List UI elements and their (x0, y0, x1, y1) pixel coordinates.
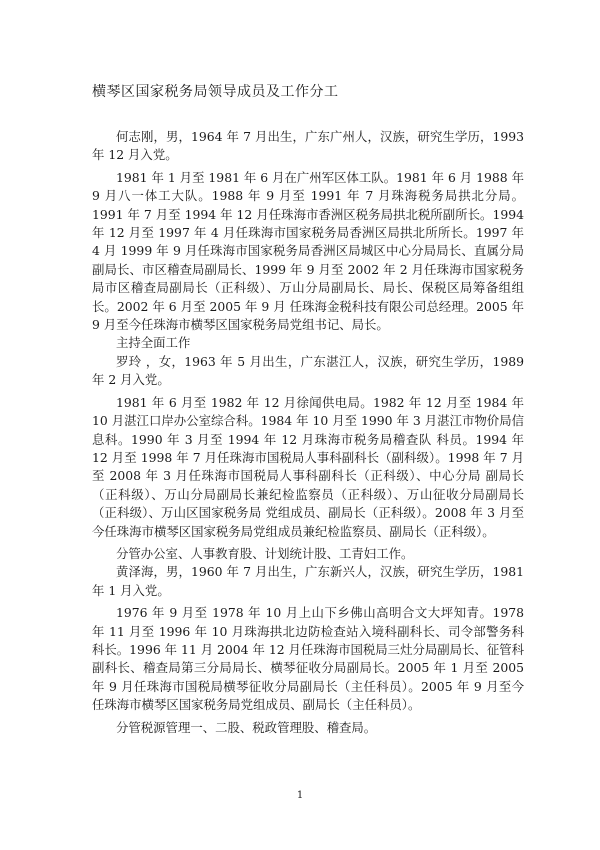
paragraph-he-profile: 何志刚，男，1964 年 7 月出生，广东广州人，汉族，研究生学历，1993 年 12 月入党。 (92, 129, 524, 163)
paragraph-luo-career: 1981 年 6 月至 1982 年 12 月徐闻供电局。1982 年 12 月至 1984 年 10 月湛江口岸办公室综合科。1984 年 10 月至 1990 年 3 月湛江市物价局信息科。1990 年 3 月至 1994 年 12 月珠海市税务局稽查队 科员。1994 年 12 月至 1998 年 7 月任珠海市国税局人事科副科长（副科级）。1998 年 7 月至 2008 年 3 月任珠海市国税局人事科副科长（正科级）、中心分局 副局长（正科级）、万山分局副局长兼纪检监察员（正科级）、万山征收分局副局长（正科级）、万山区国家税务局 党组成员、副局长（正科级）。2008 年 3 月至今任珠海市横琴区国家税务局党组成员兼纪检监察员、副局长（正科级）。 (92, 394, 524, 539)
document-title: 横琴区国家税务局领导成员及工作分工 (92, 84, 339, 100)
paragraph-he-career: 1981 年 1 月至 1981 年 6 月在广州军区体工队。1981 年 6 月 1988 年 9 月八一体工大队。1988 年 9 月至 1991 年 7 月珠海税务局拱北分局。1991 年 7 月至 1994 年 12 月任珠海市香洲区税务局拱北税所副所长。1994 年 12 月至 1997 年 4 月任珠海市国家税务局香洲区局拱北所所长。1997 年 4 月 1999 年 9 月任珠海市国家税务局香洲区局城区中心分局局长、直属分局副局长、市区稽查局副局长、1999 年 9 月至 2002 年 2 月任珠海市国家税务局市区稽查局副局长（正科级）、万山分局副局长、局长、保税区局筹备组组长。2002 年 6 月至 2005 年 9 月 任珠海金税科技有限公司总经理。2005 年 9 月至今任珠海市横琴区国家税务局党组书记、局长。 (92, 169, 524, 333)
paragraph-he-duties: 主持全面工作 (116, 335, 191, 351)
paragraph-huang-duties: 分管税源管理一、二股、税政管理股、稽查局。 (116, 719, 377, 735)
paragraph-huang-career: 1976 年 9 月至 1978 年 10 月上山下乡佛山高明合文大坪知青。1978 年 11 月至 1996 年 10 月珠海拱北边防检查站入境科副科长、司令部警务科科长。1996 年 11 月 2004 年 12 月任珠海市国税局三灶分局副局长、征管科副科长、稽查局第三分局局长、横琴征收分局副局长。2005 年 1 月至 2005 年 9 月任珠海市国税局横琴征收分局副局长（主任科员）。2005 年 9 月至今任珠海市横琴区国家税务局党组成员、副局长（主任科员）。 (92, 605, 524, 713)
page-number: 1 (296, 790, 304, 801)
paragraph-huang-profile: 黄泽海，男，1960 年 7 月出生，广东新兴人，汉族，研究生学历，1981 年 1 月入党。 (92, 564, 524, 598)
paragraph-luo-duties: 分管办公室、人事教育股、计划统计股、工青妇工作。 (116, 545, 414, 561)
document-body (92, 128, 524, 737)
paragraph-luo-profile: 罗玲 ，女，1963 年 5 月出生，广东湛江人，汉族，研究生学历，1989 年 2 月入党。 (92, 353, 524, 388)
